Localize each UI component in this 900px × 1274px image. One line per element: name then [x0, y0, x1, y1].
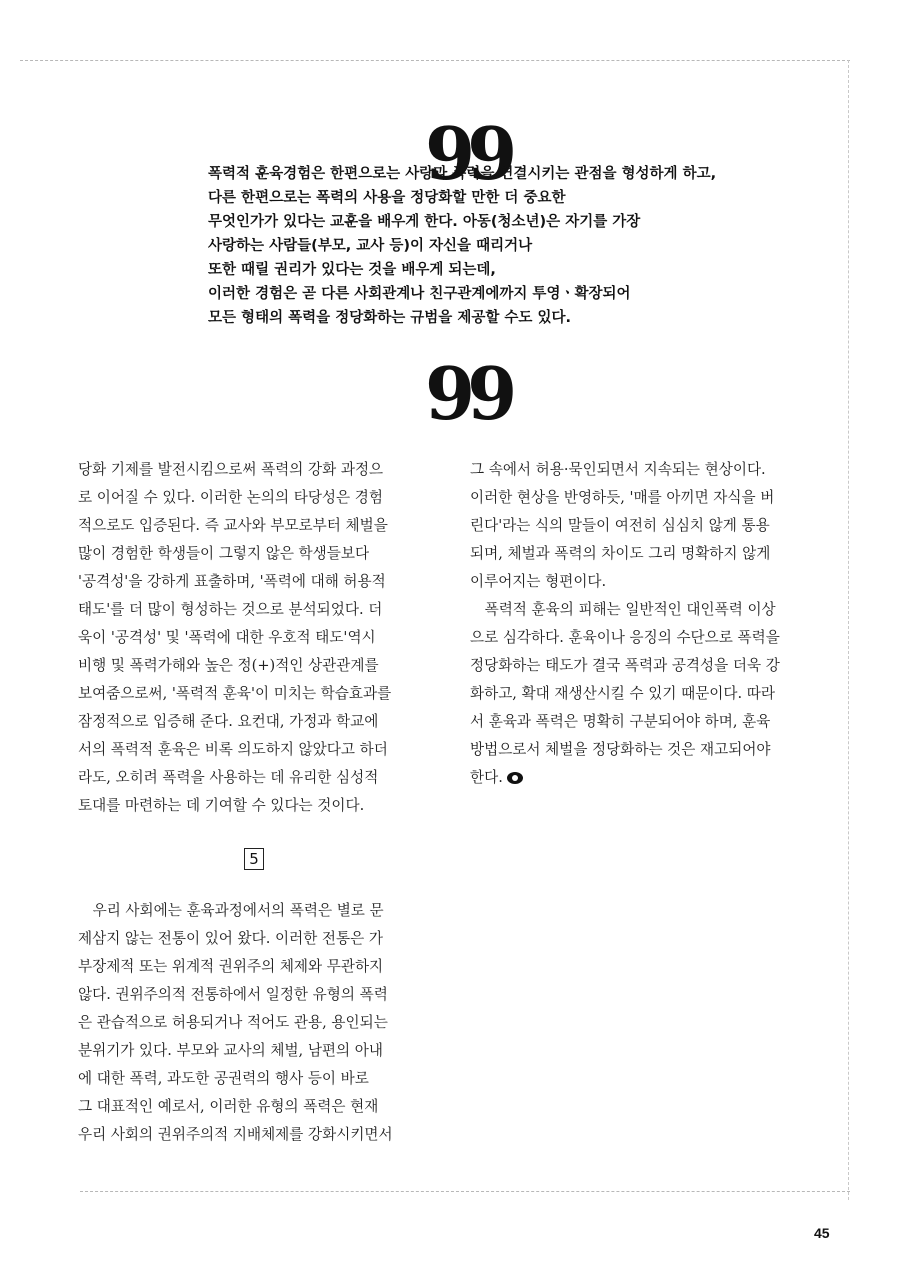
text-line: 에 대한 폭력, 과도한 공권력의 행사 등이 바로 [78, 1070, 369, 1087]
text-line: 비행 및 폭력가해와 높은 정(+)적인 상관관계를 [78, 657, 379, 674]
text-line: 부장제적 또는 위계적 권위주의 체제와 무관하지 [78, 958, 384, 975]
text-line: 분위기가 있다. 부모와 교사의 체벌, 남편의 아내 [78, 1042, 383, 1059]
text-line: 화하고, 확대 재생산시킬 수 있기 때문이다. 따라 [470, 685, 775, 702]
left-column-top [78, 456, 438, 820]
text-line: 보여줌으로써, '폭력적 훈육'이 미치는 학습효과를 [78, 685, 392, 702]
text-line: 은 관습적으로 허용되거나 적어도 관용, 용인되는 [78, 1014, 388, 1031]
pull-quote [208, 162, 768, 330]
text-line: 린다'라는 식의 말들이 여전히 심심치 않게 통용 [470, 517, 770, 534]
close-quote-mark: 99 [425, 351, 510, 436]
text-line: 욱이 '공격성' 및 '폭력에 대한 우호적 태도'역시 [78, 629, 376, 646]
pull-quote-line: 사랑하는 사람들(부모, 교사 등)이 자신을 때리거나 [208, 238, 533, 254]
text-line: 많이 경험한 학생들이 그렇지 않은 학생들보다 [78, 545, 370, 562]
text-line: 우리 사회에는 훈육과정에서의 폭력은 별로 문 [78, 902, 384, 919]
pull-quote-line: 이러한 경험은 곧 다른 사회관계나 친구관계에까지 투영ㆍ확장되어 [208, 286, 631, 302]
text-line: 우리 사회의 권위주의적 지배체제를 강화시키면서 [78, 1126, 393, 1143]
text-line: 이루어지는 형편이다. [470, 573, 607, 590]
text-line: 적으로도 입증된다. 즉 교사와 부모로부터 체벌을 [78, 517, 388, 534]
text-line: 제삼지 않는 전통이 있어 왔다. 이러한 전통은 가 [78, 930, 383, 947]
pull-quote-line: 모든 형태의 폭력을 정당화하는 규범을 제공할 수도 있다. [208, 310, 572, 326]
text-line: 그 대표적인 예로서, 이러한 유형의 폭력은 현재 [78, 1098, 379, 1115]
text-line: 태도'를 더 많이 형성하는 것으로 분석되었다. 더 [78, 601, 383, 618]
text-line-final [470, 764, 840, 792]
text-line: 이러한 현상을 반영하듯, '매를 아끼면 자식을 버 [470, 489, 775, 506]
top-dashed-rule [20, 60, 850, 61]
bottom-dashed-rule [80, 1191, 850, 1192]
text-line: 서의 폭력적 훈육은 비록 의도하지 않았다고 하더 [78, 741, 388, 758]
text-line: '공격성'을 강하게 표출하며, '폭력에 대해 허용적 [78, 573, 386, 590]
text-line: 당화 기제를 발전시킴으로써 폭력의 강화 과정으 [78, 461, 384, 478]
left-column-bottom [78, 897, 438, 1149]
section-number-box: 5 [244, 848, 264, 870]
text-line: 않다. 권위주의적 전통하에서 일정한 유형의 폭력 [78, 986, 388, 1003]
pull-quote-line: 다른 한편으로는 폭력의 사용을 정당화할 만한 더 중요한 [208, 190, 566, 206]
text-line: 으로 심각하다. 훈육이나 응징의 수단으로 폭력을 [470, 629, 780, 646]
text-line: 되며, 체벌과 폭력의 차이도 그리 명확하지 않게 [470, 545, 771, 562]
text-line: 방법으로서 체벌을 정당화하는 것은 재고되어야 [470, 741, 771, 758]
text-line: 토대를 마련하는 데 기여할 수 있다는 것이다. [78, 797, 365, 814]
text-line: 잠정적으로 입증해 준다. 요컨대, 가정과 학교에 [78, 713, 379, 730]
end-of-article-icon [507, 772, 523, 784]
text-line: 서 훈육과 폭력은 명확히 구분되어야 하며, 훈육 [470, 713, 771, 730]
text-line: 로 이어질 수 있다. 이러한 논의의 타당성은 경험 [78, 489, 383, 506]
right-dashed-rule [848, 60, 849, 1200]
text-line: 정당화하는 태도가 결국 폭력과 공격성을 더욱 강 [470, 657, 780, 674]
pull-quote-line: 무엇인가가 있다는 교훈을 배우게 한다. 아동(청소년)은 자기를 가장 [208, 214, 641, 230]
right-column [470, 456, 840, 792]
pull-quote-line: 또한 때릴 권리가 있다는 것을 배우게 되는데, [208, 262, 496, 278]
text-line: 폭력적 훈육의 피해는 일반적인 대인폭력 이상 [470, 601, 776, 618]
page-number: 45 [814, 1225, 830, 1241]
open-quote-mark: 99 [425, 111, 510, 196]
text-line-end: 한다. [470, 769, 503, 786]
pull-quote-line: 폭력적 훈육경험은 한편으로는 사랑과 폭력을 연결시키는 관점을 형성하게 하고, [208, 166, 717, 182]
text-line: 그 속에서 허용·묵인되면서 지속되는 현상이다. [470, 461, 766, 478]
text-line: 라도, 오히려 폭력을 사용하는 데 유리한 심성적 [78, 769, 379, 786]
